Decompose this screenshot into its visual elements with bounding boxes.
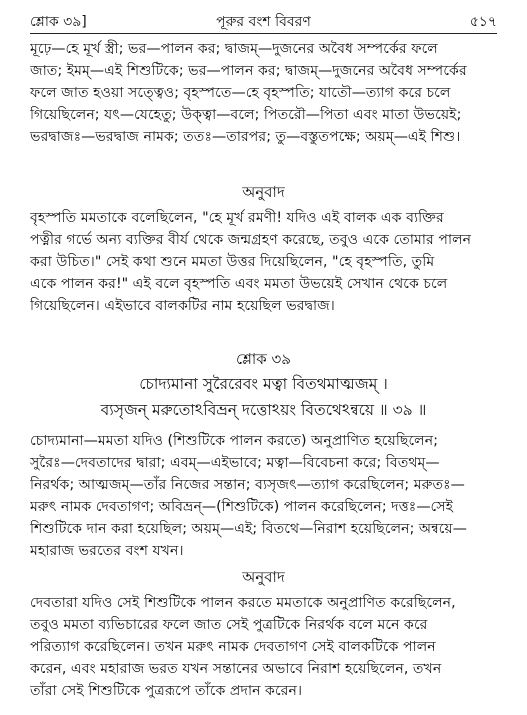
verse-title: শ্লোক ৩৯ xyxy=(236,350,291,368)
synonyms-line: জাত; ইমম্—এই শিশুটিকে; ভর—পালন কর; দ্বাজম্—দুজনের অবৈধ সম্পর্কের xyxy=(30,63,467,79)
translation-line: একে পালন কর!" এই বলে বৃহস্পতি এবং মমতা উভয়েই সেখান থেকে চলে xyxy=(30,276,448,292)
translation-paragraph-1 xyxy=(30,207,497,317)
synonyms-verse xyxy=(30,430,497,562)
synonyms-top xyxy=(30,38,497,148)
synonyms-line: ভরদ্বাজঃ—ভরদ্বাজ নামক; ততঃ—তারপর; তু—বস্তুতপক্ষে; অয়ম্—এই শিশু। xyxy=(30,129,461,145)
synonyms-line: গিয়েছিলেন; যৎ—যেহেতু; উক্ত্বা—বলে; পিতরৌ—পিতা এবং মাতা উভয়েই; xyxy=(30,107,462,123)
translation-heading: অনুবাদ xyxy=(242,568,285,586)
translation-line: পত্নীর গর্ভে অন্য ব্যক্তির বীর্য থেকে জন্মগ্রহণ করেছে, তবুও একে তোমার পালন xyxy=(30,232,472,248)
synonyms-line: চোদ্যমানা—মমতা যদিও (শিশুটিকে পালন করতে) অনুপ্রাণিত হয়েছিলেন; xyxy=(30,433,439,449)
translation-line: পরিত্যাগ করেছিলেন। তখন মরুৎ নামক দেবতাগণ সেই বালকটিকে পালন xyxy=(30,639,436,655)
synonyms-line: মহারাজ ভরতের বংশ যখন। xyxy=(30,543,184,559)
translation-paragraph-2 xyxy=(30,592,497,702)
page-header xyxy=(30,10,497,32)
verse-line-2: ব্যসৃজন্ মরুতোঽবিভ্রন্ দত্তোঽয়ং বিতথেঽন্বয়ে ॥ ৩৯ ॥ xyxy=(100,401,427,419)
translation-line: তবুও মমতা ব্যভিচারের ফলে জাত সেই পুত্রটিকে নিরর্থক বলে মনে করে xyxy=(30,617,428,633)
verse-reference: শ্লোক ৩৯] xyxy=(30,14,87,30)
verse-line-1: চোদ্যমানা সুরৈরেবং মত্বা বিতথমাত্মজম্ । xyxy=(139,375,388,393)
translation-line: বৃহস্পতি মমতাকে বলেছিলেন, "হে মূর্খ রমণী! যদিও এই বালক এক ব্যক্তির xyxy=(30,210,444,226)
synonyms-line: শিশুটিকে দান করা হয়েছিল; অয়ম্—এই; বিতথে—নিরাশ হয়েছিলেন; অন্বয়ে— xyxy=(30,521,467,537)
chapter-title: পূরুর বংশ বিবরণ xyxy=(216,14,311,30)
synonyms-line: মরুৎ নামক দেবতাগণ; অবিভ্রন্—(শিশুটিকে) পালন করেছিলেন; দত্তঃ—সেই xyxy=(30,499,454,515)
translation-line: করেন, এবং মহারাজ ভরত যখন সন্তানের অভাবে নিরাশ হয়েছিলেন, তখন xyxy=(30,661,442,677)
synonyms-line: ফলে জাত হওয়া সত্ত্বেও; বৃহস্পতে—হে বৃহস্পতি; যাতৌ—ত্যাগ করে চলে xyxy=(30,85,451,101)
translation-line: করা উচিত।" সেই কথা শুনে মমতা উত্তর দিয়েছিলেন, "হে বৃহস্পতি, তুমি xyxy=(30,254,435,270)
synonyms-line: নিরর্থক; আত্মজম্—তাঁর নিজের সন্তান; ব্যসৃজৎ—ত্যাগ করেছিলেন; মরুতঃ— xyxy=(30,477,465,493)
translation-heading: অনুবাদ xyxy=(242,183,285,201)
synonyms-line: সুরৈঃ—দেবতাদের দ্বারা; এবম্—এইভাবে; মত্বা—বিবেচনা করে; বিতথম্— xyxy=(30,455,440,471)
header-rule xyxy=(30,33,497,34)
translation-line: দেবতারা যদিও সেই শিশুটিকে পালন করতে মমতাকে অনুপ্রাণিত করেছিলেন, xyxy=(30,595,456,611)
translation-line: গিয়েছিলেন। এইভাবে বালকটির নাম হয়েছিল ভরদ্বাজ। xyxy=(30,298,335,314)
page-number: ৫১৭ xyxy=(469,14,497,30)
translation-line: তাঁরা সেই শিশুটিকে পুত্ররূপে তাঁকে প্রদান করেন। xyxy=(30,683,303,699)
synonyms-line: মূঢ়ে—হে মূর্খ স্ত্রী; ভর—পালন কর; দ্বাজম্—দুজনের অবৈধ সম্পর্কের ফলে xyxy=(30,41,438,57)
